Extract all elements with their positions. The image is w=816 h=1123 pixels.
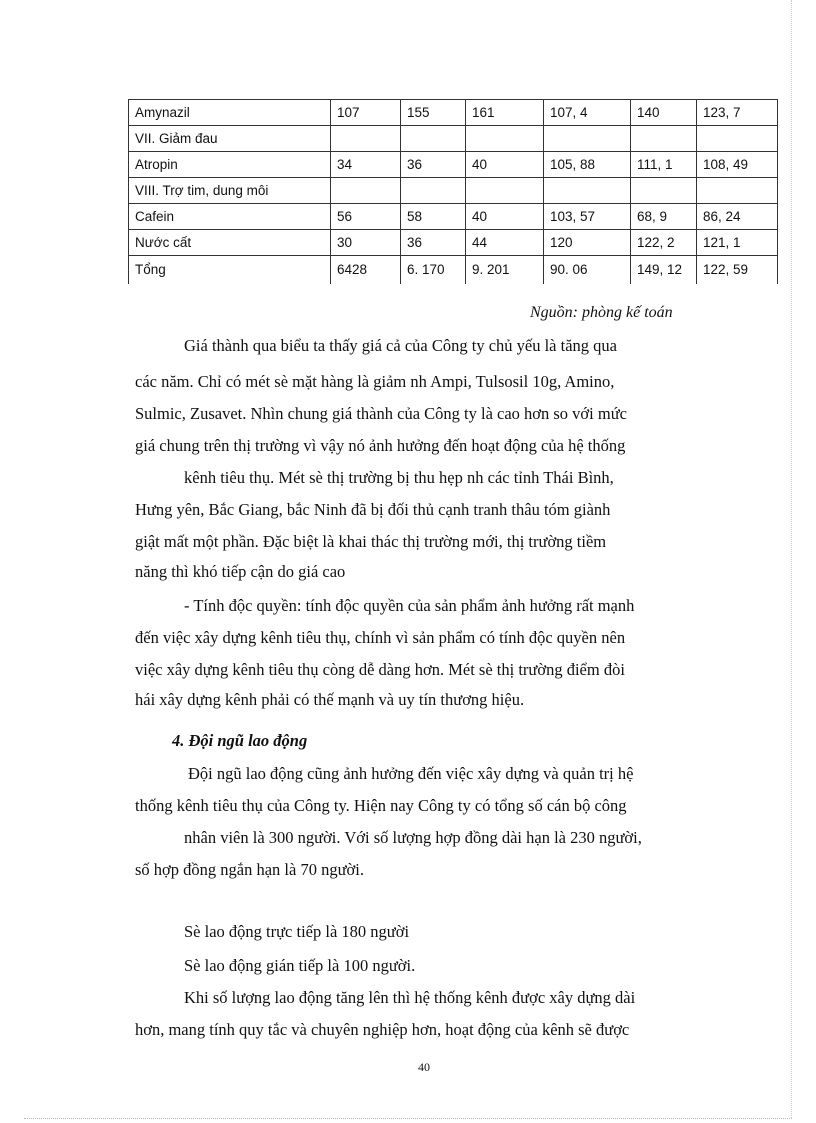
table-cell: 34	[331, 152, 401, 178]
table-cell: 58	[401, 204, 466, 230]
page-number: 40	[418, 1060, 430, 1074]
table-cell: 86, 24	[697, 204, 778, 230]
page-border-right	[791, 0, 792, 1118]
table-cell	[631, 178, 697, 204]
table-cell: 155	[401, 100, 466, 126]
table-cell	[331, 126, 401, 152]
paragraph-line: Khi số lượng lao động tăng lên thì hệ thống kênh được xây dựng dài	[184, 988, 636, 1007]
paragraph-line: Sè lao động gián tiếp là 100 người.	[184, 956, 416, 975]
paragraph-line: Hưng yên, Bắc Giang, bắc Ninh đã bị đối thủ cạnh tranh thâu tóm giành	[135, 500, 611, 519]
table-cell: 68, 9	[631, 204, 697, 230]
paragraph-line: Sè lao động trực tiếp là 180 người	[184, 922, 410, 941]
table-cell	[631, 126, 697, 152]
paragraph-line: Sulmic, Zusavet. Nhìn chung giá thành của Công ty là cao hơn so với mức	[135, 404, 627, 423]
paragraph-line: việc xây dựng kênh tiêu thụ còng dễ dàng hơn. Mét sè thị trường điểm đòi	[135, 660, 625, 679]
table-cell	[401, 126, 466, 152]
paragraph-line: giá chung trên thị trường vì vậy nó ảnh hưởng đến hoạt động của hệ thống	[135, 436, 626, 455]
table-cell: 103, 57	[544, 204, 631, 230]
table-row	[129, 230, 778, 256]
paragraph-line: hái xây dựng kênh phải có thế mạnh và uy tín thương hiệu.	[135, 690, 525, 709]
data-table	[128, 99, 778, 284]
table-cell: Cafein	[129, 204, 331, 230]
table-cell: 140	[631, 100, 697, 126]
table-cell: 161	[466, 100, 544, 126]
table-row	[129, 126, 778, 152]
table-cell	[331, 178, 401, 204]
table-cell: 9. 201	[466, 256, 544, 284]
table-cell: 120	[544, 230, 631, 256]
paragraph-line: số hợp đồng ngắn hạn là 70 người.	[135, 860, 364, 879]
table-cell	[466, 126, 544, 152]
paragraph-line: Đội ngũ lao động cũng ảnh hưởng đến việc xây dựng và quản trị hệ	[188, 764, 634, 783]
table-cell: 108, 49	[697, 152, 778, 178]
paragraph-line: giật mất một phần. Đặc biệt là khai thác thị trường mới, thị trường tiềm	[135, 532, 607, 551]
table-cell	[544, 126, 631, 152]
paragraph-line: năng thì khó tiếp cận do giá cao	[135, 562, 346, 581]
paragraph-line: hơn, mang tính quy tắc và chuyên nghiệp hơn, hoạt động của kênh sẽ được	[135, 1020, 630, 1039]
table-cell: 105, 88	[544, 152, 631, 178]
table-cell	[544, 178, 631, 204]
table-row	[129, 256, 778, 284]
table-cell: 36	[401, 152, 466, 178]
table-cell: 6428	[331, 256, 401, 284]
table-cell: 122, 59	[697, 256, 778, 284]
table-cell: Amynazil	[129, 100, 331, 126]
table-cell: 40	[466, 152, 544, 178]
table-row	[129, 152, 778, 178]
table-cell: 107, 4	[544, 100, 631, 126]
table-cell: Nước cất	[129, 230, 331, 256]
table-cell: 40	[466, 204, 544, 230]
paragraph-line: thống kênh tiêu thụ của Công ty. Hiện nay Công ty có tổng số cán bộ công	[135, 796, 627, 815]
section-heading: 4. Đội ngũ lao động	[172, 731, 308, 750]
table-cell: 107	[331, 100, 401, 126]
table-cell: VII. Giảm đau	[129, 126, 331, 152]
paragraph-line: nhân viên là 300 người. Với số lượng hợp đồng dài hạn là 230 người,	[184, 828, 642, 847]
table-cell: 90. 06	[544, 256, 631, 284]
table-cell: 123, 7	[697, 100, 778, 126]
paragraph-line: Giá thành qua biểu ta thấy giá cả của Công ty chủ yếu là tăng qua	[184, 336, 617, 355]
paragraph-line: - Tính độc quyền: tính độc quyền của sản phẩm ảnh hưởng rất mạnh	[184, 596, 635, 615]
table-cell	[466, 178, 544, 204]
table-cell: 122, 2	[631, 230, 697, 256]
table-cell: 56	[331, 204, 401, 230]
table-row	[129, 204, 778, 230]
table-cell: 36	[401, 230, 466, 256]
paragraph-line: kênh tiêu thụ. Mét sè thị trường bị thu hẹp nh các tỉnh Thái Bình,	[184, 468, 614, 487]
table-cell: Tổng	[129, 256, 331, 284]
table-cell	[401, 178, 466, 204]
page-border-bottom	[24, 1118, 792, 1119]
table-cell: 6. 170	[401, 256, 466, 284]
table-row	[129, 100, 778, 126]
paragraph-line: các năm. Chỉ có mét sè mặt hàng là giảm nh Ampi, Tulsosil 10g, Amino,	[135, 372, 615, 391]
table-cell: 30	[331, 230, 401, 256]
table-cell	[697, 178, 778, 204]
table-cell: 121, 1	[697, 230, 778, 256]
table-row	[129, 178, 778, 204]
table-cell: 111, 1	[631, 152, 697, 178]
table-cell: 149, 12	[631, 256, 697, 284]
table-cell: Atropin	[129, 152, 331, 178]
table-cell	[697, 126, 778, 152]
table-cell: VIII. Trợ tim, dung môi	[129, 178, 331, 204]
paragraph-line: đến việc xây dựng kênh tiêu thụ, chính vì sản phẩm có tính độc quyền nên	[135, 628, 626, 647]
table-cell: 44	[466, 230, 544, 256]
source-note: Nguồn: phòng kế toán	[530, 304, 673, 321]
